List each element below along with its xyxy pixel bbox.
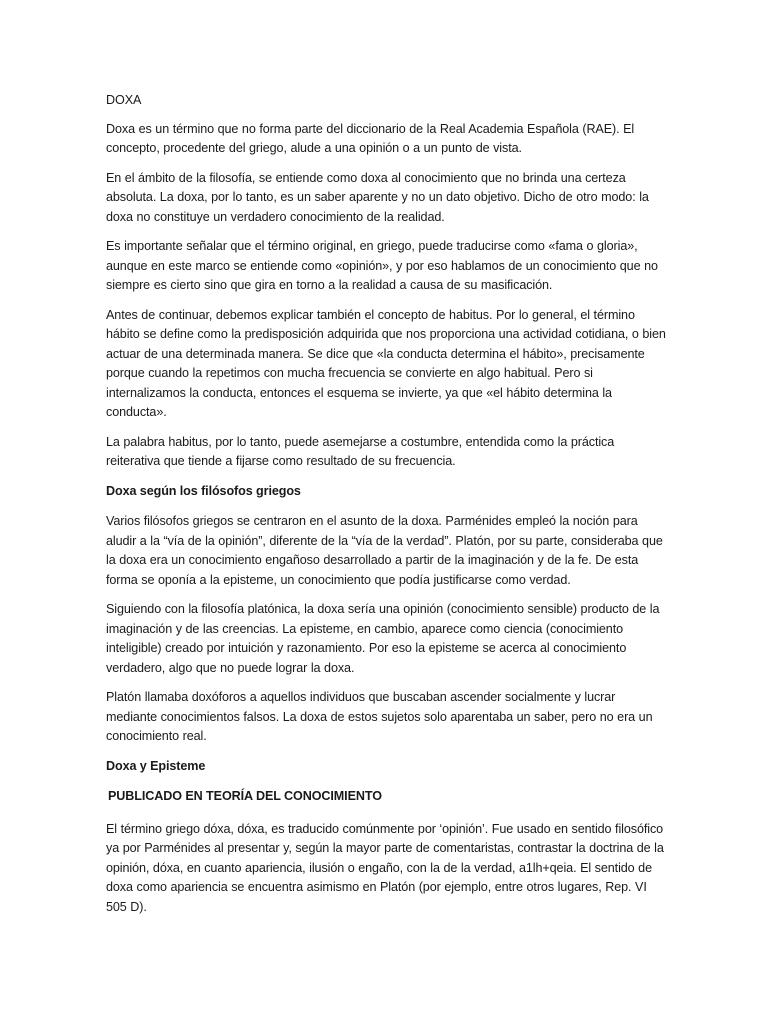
paragraph-translation: Es importante señalar que el término original, en griego, puede traducirse como «fama o gloria», aunque en este marco se entiende como «opinión», y por eso hablamos de un conocimiento que no siempre es cierto sino que gira en torno a la realidad a causa de su masificación. bbox=[106, 239, 658, 292]
document-page bbox=[106, 91, 666, 917]
paragraph-greek-term: El término griego dóxa, dóxa, es traducido comúnmente por ‘opinión’. Fue usado en sentido filosófico ya por Parménides al presentar y, según la mayor parte de comentaristas, contrastar la doctrina de la opinión, dóxa, en cuanto apariencia, ilusión o engaño, con la de la verdad, a1lh+qeia. El sentido de doxa como apariencia se encuentra asimismo en Platón (por ejemplo, entre otros lugares, Rep. VI 505 D). bbox=[106, 821, 664, 914]
heading-doxa-episteme: Doxa y Episteme bbox=[106, 758, 206, 773]
paragraph-definition: Doxa es un término que no forma parte del diccionario de la Real Academia Española (RAE). El concepto, procedente del griego, alude a una opinión o a un punto de vista. bbox=[106, 121, 635, 155]
paragraph-philosophy: En el ámbito de la filosofía, se entiende como doxa al conocimiento que no brinda una certeza absoluta. La doxa, por lo tanto, es un saber aparente y no un dato objetivo. Dicho de otro modo: la doxa no constituye un verdadero conocimiento de la realidad. bbox=[106, 170, 649, 224]
paragraph-costumbre: La palabra habitus, por lo tanto, puede asemejarse a costumbre, entendida como la práctica reiterativa que tiende a fijarse como resultado de su frecuencia. bbox=[106, 434, 615, 468]
document-title: DOXA bbox=[106, 93, 142, 107]
paragraph-doxoforos: Platón llamaba doxóforos a aquellos individuos que buscaban ascender socialmente y lucrar mediante conocimientos falsos. La doxa de estos sujetos solo aparentaba un saber, pero no era un conocimiento real. bbox=[106, 690, 653, 743]
paragraph-platonic: Siguiendo con la filosofía platónica, la doxa sería una opinión (conocimiento sensible) producto de la imaginación y de las creencias. La episteme, en cambio, aparece como ciencia (conocimiento inteligible) creado por intuición y razonamiento. Por eso la episteme se acerca al conocimiento verdadero, algo que no puede lograr la doxa. bbox=[106, 602, 660, 675]
paragraph-habitus: Antes de continuar, debemos explicar también el concepto de habitus. Por lo general, el término hábito se define como la predisposición adquirida que nos proporciona una actividad cotidiana, o bien actuar de una determinada manera. Se dice que «la conducta determina el hábito», precisamente porque cuando la repetimos con mucha frecuencia se convierte en algo habitual. Pero si internalizamos la conducta, entonces el esquema se invierte, ya que «el hábito determina la conducta». bbox=[106, 307, 666, 419]
heading-published-in: PUBLICADO EN TEORÍA DEL CONOCIMIENTO bbox=[108, 789, 382, 803]
heading-greek-philosophers: Doxa según los filósofos griegos bbox=[106, 483, 301, 498]
paragraph-parmenides-platon: Varios filósofos griegos se centraron en el asunto de la doxa. Parménides empleó la noción para aludir a la “vía de la opinión”, diferente de la “vía de la verdad”. Platón, por su parte, consideraba que la doxa era un conocimiento engañoso desarrollado a partir de la imaginación y de la fe. De esta forma se oponía a la episteme, un conocimiento que podía justificarse como verdad. bbox=[106, 514, 663, 587]
